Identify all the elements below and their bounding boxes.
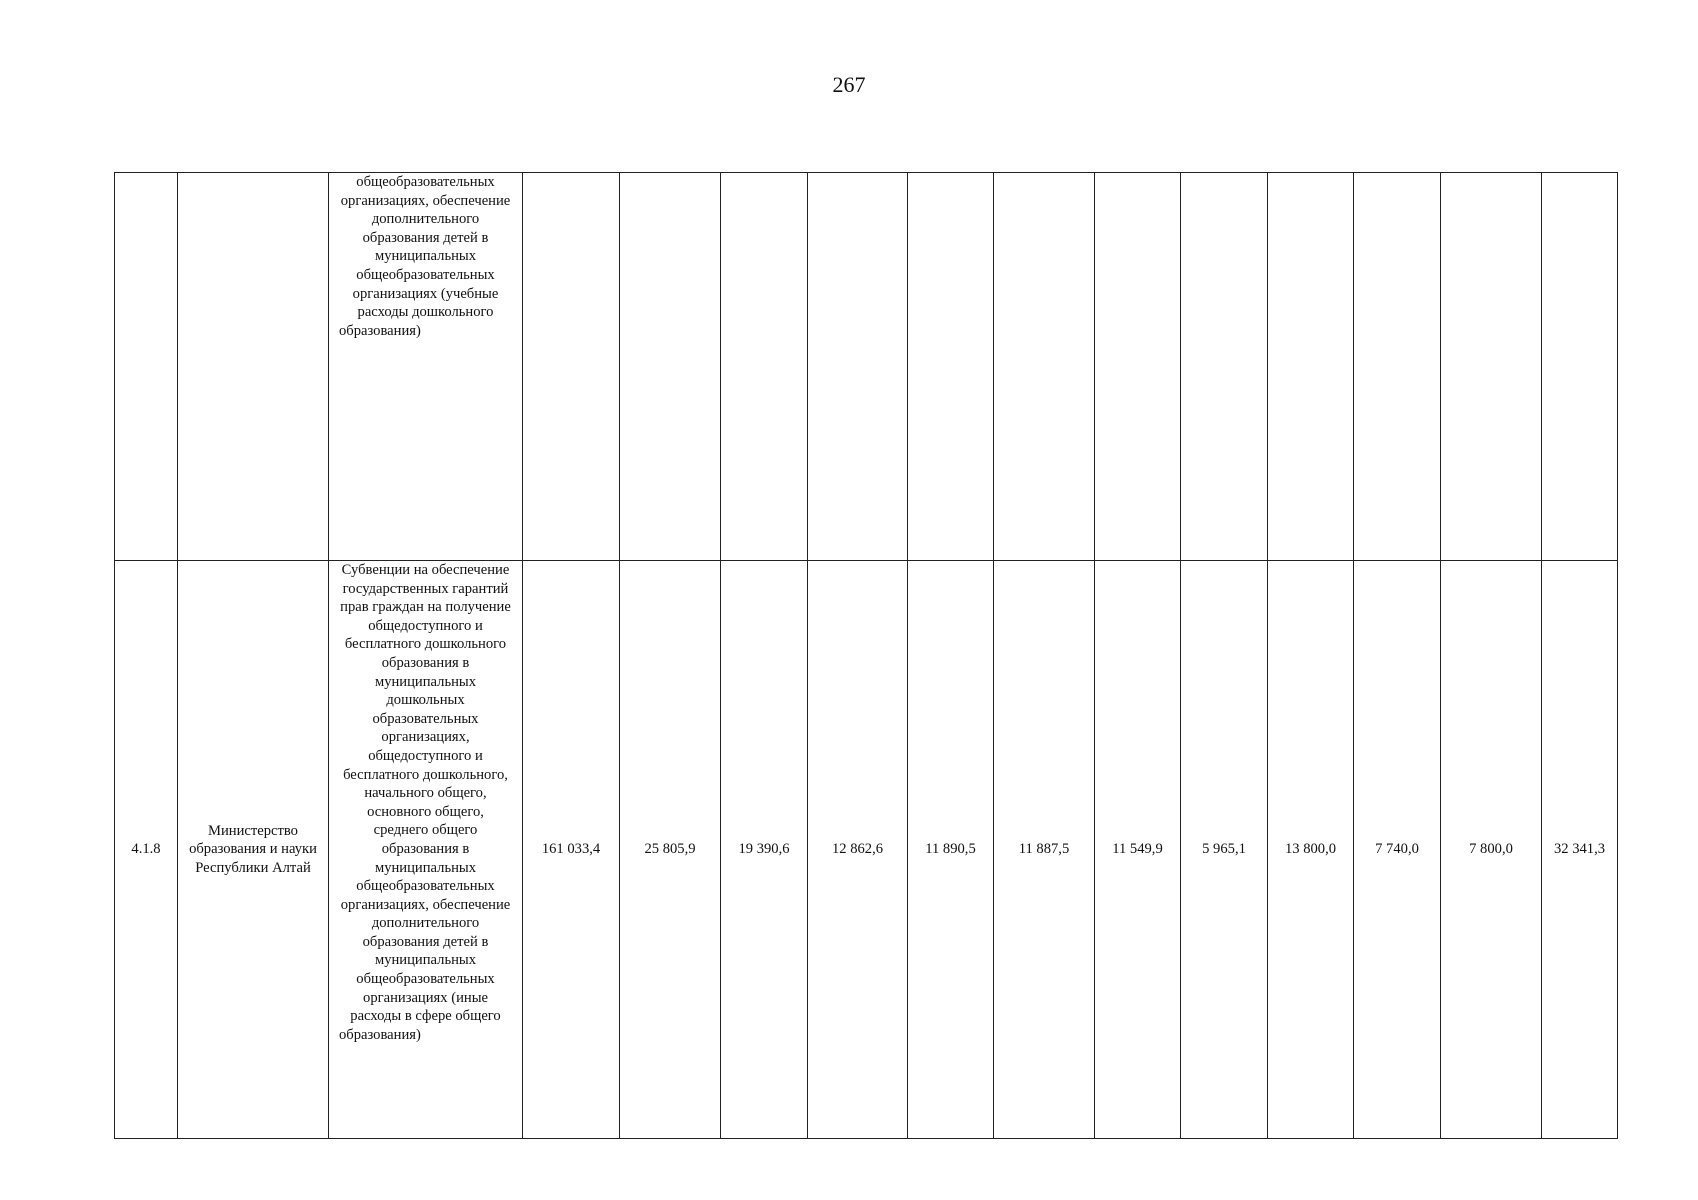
description-cell [329, 173, 523, 561]
value-cell [1268, 173, 1354, 561]
value-cell [523, 173, 620, 561]
value-cell: 11 890,5 [908, 561, 994, 1139]
row-code-cell [115, 173, 178, 561]
value-cell: 7 740,0 [1354, 561, 1441, 1139]
budget-table [114, 172, 1618, 1139]
value-cell [908, 173, 994, 561]
organization-cell [178, 173, 329, 561]
value-cell: 32 341,3 [1542, 561, 1618, 1139]
page-number: 267 [832, 72, 866, 97]
value-cell [620, 173, 721, 561]
value-cell: 7 800,0 [1441, 561, 1542, 1139]
description-cell [329, 561, 523, 1139]
value-cell [1542, 173, 1618, 561]
value-cell [808, 173, 908, 561]
table-row [115, 173, 1618, 561]
value-cell [1441, 173, 1542, 561]
value-cell [721, 173, 808, 561]
row-code-cell: 4.1.8 [115, 561, 178, 1139]
description-text: Субвенции на обеспечение государственных гарантий прав граждан на получение общедоступного и бесплатного дошкольного образования в муниципальных дошкольных образовательных организациях, общедоступного и бесплатного дошкольного, начального общего, основного общего, среднего общего образования в муниципальных общеобразовательных организациях, обеспечение дополнительного образования детей в муниципальных общеобразовательных организациях (иные расходы в сфере общего образования) [339, 562, 511, 1043]
value-cell: 13 800,0 [1268, 561, 1354, 1139]
value-cell [1095, 173, 1181, 561]
organization-cell: Министерство образования и науки Республики Алтай [178, 561, 329, 1139]
value-cell: 11 887,5 [994, 561, 1095, 1139]
value-cell: 161 033,4 [523, 561, 620, 1139]
description-text: общеобразовательных организациях, обеспечение дополнительного образования детей в муниципальных общеобразовательных организациях (учебные расходы дошкольного образования) [339, 174, 511, 339]
value-cell: 5 965,1 [1181, 561, 1268, 1139]
value-cell: 25 805,9 [620, 561, 721, 1139]
value-cell: 12 862,6 [808, 561, 908, 1139]
table-row [115, 561, 1618, 1139]
value-cell: 19 390,6 [721, 561, 808, 1139]
value-cell [1181, 173, 1268, 561]
value-cell [994, 173, 1095, 561]
value-cell: 11 549,9 [1095, 561, 1181, 1139]
value-cell [1354, 173, 1441, 561]
